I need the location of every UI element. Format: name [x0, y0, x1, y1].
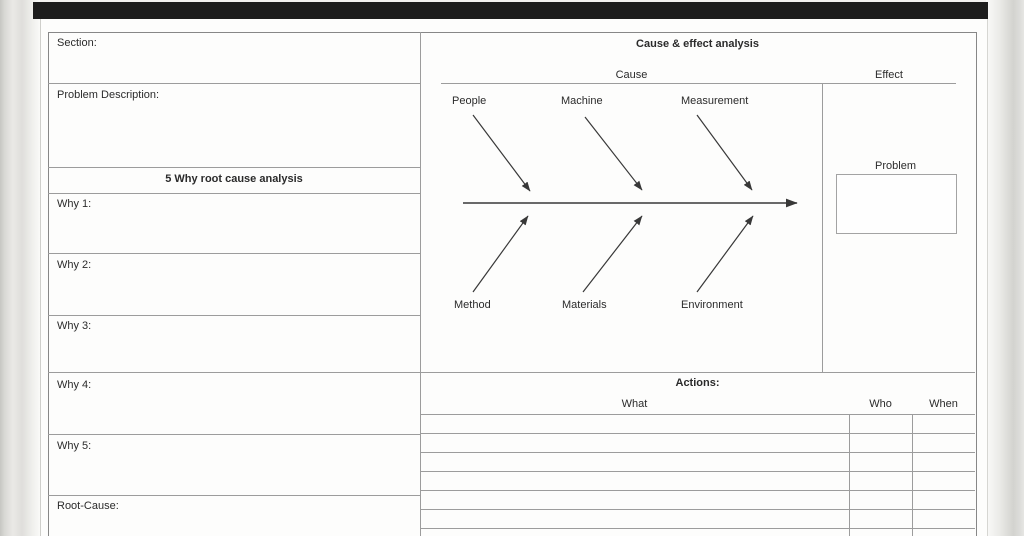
why-5-field[interactable] — [49, 452, 419, 494]
action-cell-who[interactable] — [850, 472, 911, 490]
row-divider — [48, 253, 420, 254]
problem-description-label: Problem Description: — [57, 89, 160, 101]
action-cell-who[interactable] — [850, 510, 911, 528]
row-divider — [48, 495, 420, 496]
problem-label: Problem — [875, 160, 916, 172]
category-measurement: Measurement — [681, 95, 749, 107]
frame-left-edge — [0, 0, 40, 536]
category-method: Method — [454, 299, 491, 311]
branch-arrow-materials — [583, 216, 642, 292]
why-5-label: Why 5: — [57, 440, 92, 452]
action-cell-what[interactable] — [421, 453, 848, 471]
branch-arrow-machine — [585, 117, 642, 190]
action-cell-when[interactable] — [913, 510, 974, 528]
why-3-field[interactable] — [49, 332, 419, 371]
branch-arrow-method — [473, 216, 528, 292]
column-header-who: Who — [869, 398, 892, 410]
action-cell-what[interactable] — [421, 510, 848, 528]
top-black-bar — [33, 2, 988, 19]
row-divider — [48, 193, 420, 194]
root-cause-label: Root-Cause: — [57, 500, 119, 512]
row-divider — [48, 434, 420, 435]
category-machine: Machine — [561, 95, 603, 107]
problem-description-field[interactable] — [49, 101, 419, 166]
action-cell-when[interactable] — [913, 415, 974, 433]
action-row-line — [420, 528, 975, 529]
why-1-field[interactable] — [49, 210, 419, 252]
row-divider — [48, 83, 420, 84]
action-cell-who[interactable] — [850, 415, 911, 433]
action-cell-who[interactable] — [850, 453, 911, 471]
branch-arrow-measurement — [697, 115, 752, 190]
actions-title: Actions: — [675, 377, 720, 389]
action-cell-when[interactable] — [913, 453, 974, 471]
why-2-label: Why 2: — [57, 259, 92, 271]
section-field[interactable] — [49, 48, 419, 82]
row-divider — [48, 167, 420, 168]
category-materials: Materials — [562, 299, 607, 311]
row-divider — [48, 315, 420, 316]
branch-arrow-environment — [697, 216, 753, 292]
frame-right-edge — [986, 0, 1024, 536]
effect-header: Effect — [875, 69, 903, 81]
why-3-label: Why 3: — [57, 320, 92, 332]
action-cell-who[interactable] — [850, 434, 911, 452]
category-people: People — [452, 95, 487, 107]
why-1-label: Why 1: — [57, 198, 92, 210]
section-label: Section: — [57, 37, 97, 49]
action-cell-who[interactable] — [850, 491, 911, 509]
category-environment: Environment — [681, 299, 743, 311]
column-header-when: When — [929, 398, 958, 410]
why-4-label: Why 4: — [57, 379, 92, 391]
problem-box[interactable] — [836, 174, 957, 234]
action-cell-when[interactable] — [913, 491, 974, 509]
action-cell-what[interactable] — [421, 472, 848, 490]
column-header-what: What — [621, 398, 648, 410]
cause-effect-title: Cause & effect analysis — [636, 38, 759, 50]
action-cell-what[interactable] — [421, 434, 848, 452]
section-divider — [48, 372, 975, 373]
action-cell-what[interactable] — [421, 491, 848, 509]
five-why-title: 5 Why root cause analysis — [165, 173, 303, 185]
action-cell-what[interactable] — [421, 415, 848, 433]
action-cell-when[interactable] — [913, 434, 974, 452]
cause-header: Cause — [615, 69, 648, 81]
action-cell-when[interactable] — [913, 472, 974, 490]
why-4-field[interactable] — [49, 391, 419, 433]
root-cause-field[interactable] — [49, 512, 419, 536]
branch-arrow-people — [473, 115, 530, 191]
why-2-field[interactable] — [49, 271, 419, 314]
